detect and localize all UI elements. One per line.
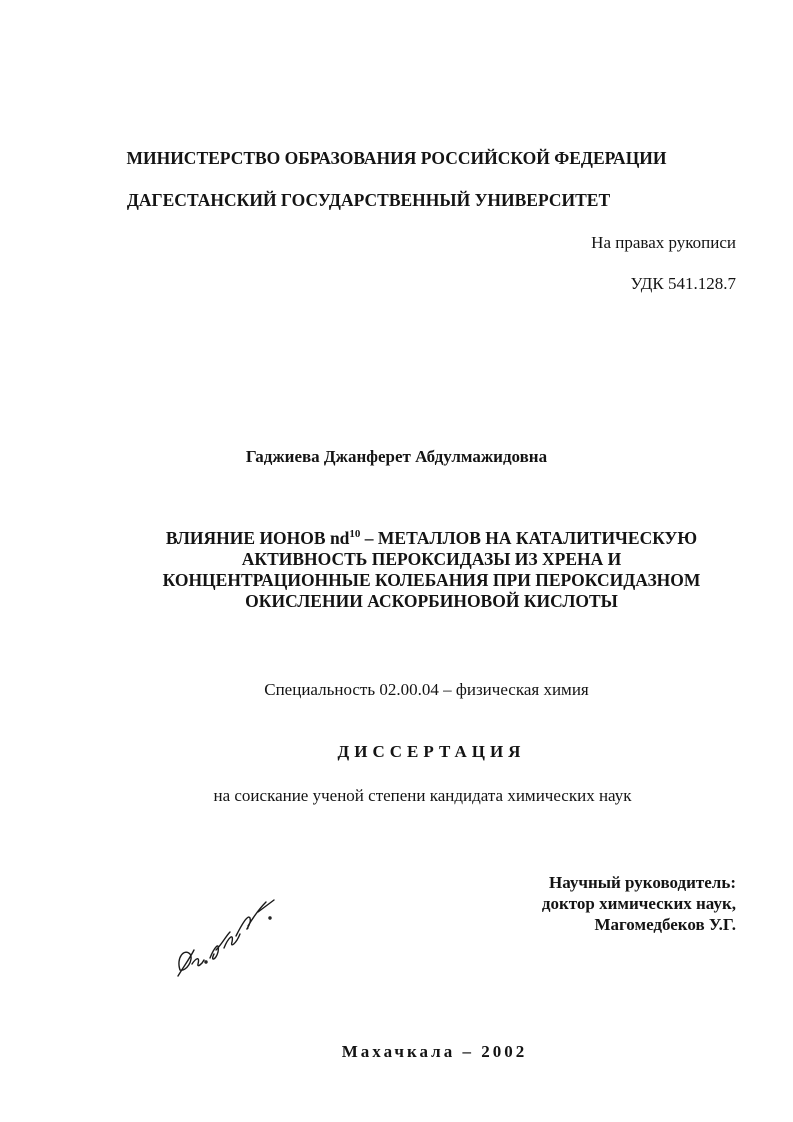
manuscript-rights: На правах рукописи bbox=[591, 233, 736, 252]
title-superscript: 10 bbox=[349, 528, 361, 541]
handwritten-signature bbox=[170, 888, 290, 983]
supervisor-name: Магомедбеков У.Г. bbox=[594, 915, 736, 934]
university-header: ДАГЕСТАНСКИЙ ГОСУДАРСТВЕННЫЙ УНИВЕРСИТЕТ bbox=[126, 190, 611, 210]
author-name: Гаджиева Джанферет Абдулмажидовна bbox=[245, 447, 548, 466]
specialty: Специальность 02.00.04 – физическая химия bbox=[264, 680, 589, 699]
title-line-1: ВЛИЯНИЕ ИОНОВ $nd^{10}$ – МЕТАЛЛОВ НА КАТАЛИТИЧЕСКУЮ bbox=[165, 528, 698, 548]
supervisor-degree: доктор химических наук, bbox=[541, 894, 736, 913]
supervisor-block bbox=[542, 872, 736, 935]
degree-purpose: на соискание ученой степени кандидата химических наук bbox=[213, 786, 632, 805]
udk-code: УДК 541.128.7 bbox=[630, 274, 736, 293]
title-line-4: ОКИСЛЕНИИ АСКОРБИНОВОЙ КИСЛОТЫ bbox=[245, 591, 618, 611]
title-line-2: АКТИВНОСТЬ ПЕРОКСИДАЗЫ ИЗ ХРЕНА И bbox=[241, 549, 622, 569]
document-type: ДИССЕРТАЦИЯ bbox=[337, 742, 526, 761]
ministry-header: МИНИСТЕРСТВО ОБРАЗОВАНИЯ РОССИЙСКОЙ ФЕДЕРАЦИИ bbox=[126, 148, 667, 168]
supervisor-label: Научный руководитель: bbox=[549, 873, 736, 892]
title-line-3: КОНЦЕНТРАЦИОННЫЕ КОЛЕБАНИЯ ПРИ ПЕРОКСИДАЗНОМ bbox=[162, 570, 701, 590]
city-year: Махачкала – 2002 bbox=[341, 1042, 528, 1061]
dissertation-title bbox=[0, 528, 793, 612]
